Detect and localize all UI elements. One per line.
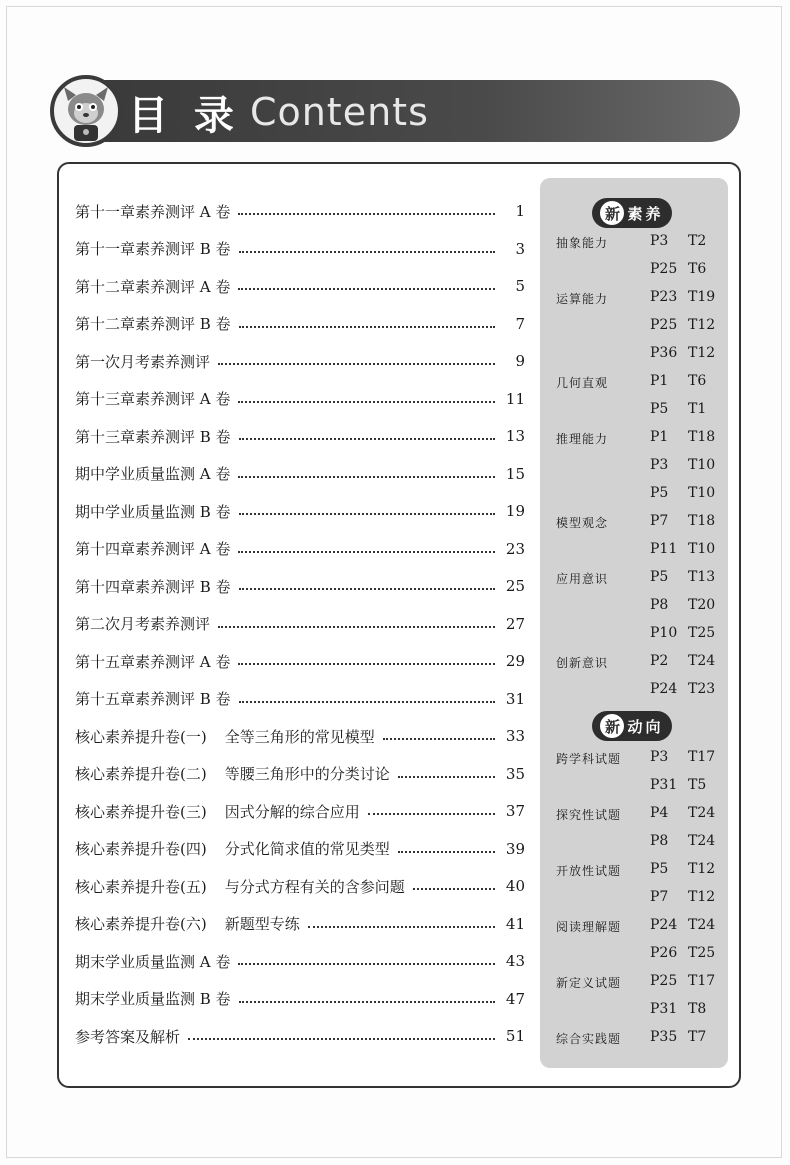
feature-page-ref: P25 bbox=[650, 317, 678, 333]
feature-page-ref: P7 bbox=[650, 889, 669, 905]
feature-row bbox=[556, 913, 726, 941]
feature-row bbox=[556, 885, 726, 913]
feature-question-ref: T10 bbox=[688, 457, 716, 473]
feature-page-ref: P5 bbox=[650, 485, 669, 501]
toc-entry-title: 第十五章素养测评 A 卷 bbox=[75, 652, 231, 671]
feature-category: 综合实践题 bbox=[556, 1032, 622, 1046]
feature-page-ref: P3 bbox=[650, 233, 669, 249]
toc-entry-title: 第十二章素养测评 A 卷 bbox=[75, 277, 231, 296]
toc-entry-page: 39 bbox=[505, 839, 525, 858]
toc-entry-page: 47 bbox=[505, 989, 525, 1008]
feature-row bbox=[556, 229, 726, 257]
toc-entry-title: 第十一章素养测评 B 卷 bbox=[75, 240, 231, 258]
toc-entry-page: 29 bbox=[505, 652, 525, 670]
feature-category: 几何直观 bbox=[556, 376, 609, 390]
feature-page-ref: P35 bbox=[650, 1029, 678, 1045]
toc-entry-page: 37 bbox=[505, 802, 525, 820]
feature-category: 抽象能力 bbox=[556, 236, 609, 250]
toc-entry-page: 25 bbox=[505, 577, 525, 595]
feature-page-ref: P31 bbox=[650, 1001, 678, 1017]
feature-question-ref: T6 bbox=[688, 373, 707, 389]
feature-page-ref: P7 bbox=[650, 513, 669, 529]
feature-question-ref: T20 bbox=[688, 597, 716, 613]
toc-entry-title: 期末学业质量监测 A 卷 bbox=[75, 952, 231, 971]
feature-question-ref: T25 bbox=[688, 945, 716, 961]
feature-category: 阅读理解题 bbox=[556, 920, 622, 934]
toc-entry-page: 23 bbox=[505, 539, 525, 558]
dot-leader bbox=[398, 851, 495, 853]
toc-entry[interactable] bbox=[75, 684, 525, 714]
feature-row bbox=[556, 997, 726, 1025]
toc-entry-title: 核心素养提升卷(五) bbox=[75, 877, 207, 896]
dot-leader bbox=[239, 438, 495, 440]
toc-entry[interactable] bbox=[75, 571, 525, 601]
feature-category: 开放性试题 bbox=[556, 864, 622, 878]
dot-leader bbox=[238, 288, 495, 290]
feature-row bbox=[556, 369, 726, 397]
badge-label: 素养 bbox=[627, 204, 664, 223]
toc-entry-subtitle: 与分式方程有关的含参问题 bbox=[224, 877, 405, 896]
feature-category: 模型观念 bbox=[556, 516, 609, 530]
toc-entry-page: 35 bbox=[505, 764, 525, 783]
toc-entry[interactable] bbox=[75, 946, 525, 976]
toc-entry-subtitle: 全等三角形的常见模型 bbox=[224, 727, 375, 746]
feature-row bbox=[556, 397, 726, 425]
toc-entry-subtitle: 因式分解的综合应用 bbox=[224, 802, 360, 821]
toc-entry[interactable] bbox=[75, 309, 525, 339]
toc-entry-page: 3 bbox=[515, 239, 525, 258]
toc-entry-title: 参考答案及解析 bbox=[75, 1027, 181, 1046]
toc-entry[interactable] bbox=[75, 609, 525, 639]
feature-question-ref: T10 bbox=[688, 541, 716, 557]
feature-category: 运算能力 bbox=[556, 292, 609, 306]
feature-row bbox=[556, 677, 726, 705]
feature-question-ref: T12 bbox=[688, 861, 716, 877]
dot-leader bbox=[218, 626, 495, 628]
toc-entry[interactable] bbox=[75, 759, 525, 789]
feature-question-ref: T2 bbox=[688, 233, 707, 249]
feature-question-ref: T13 bbox=[688, 569, 716, 585]
toc-entry-title: 核心素养提升卷(二) bbox=[75, 765, 207, 783]
toc-entry-page: 1 bbox=[515, 202, 525, 220]
title-chinese: 目 录 bbox=[128, 92, 240, 139]
toc-entry-title: 第一次月考素养测评 bbox=[75, 352, 211, 371]
toc-entry-page: 33 bbox=[505, 727, 525, 745]
feature-row bbox=[556, 509, 726, 537]
toc-entry[interactable] bbox=[75, 534, 525, 564]
dot-leader bbox=[398, 776, 495, 778]
feature-question-ref: T24 bbox=[688, 653, 716, 669]
dot-leader bbox=[238, 963, 495, 965]
feature-page-ref: P1 bbox=[650, 429, 669, 445]
toc-entry-title: 期中学业质量监测 B 卷 bbox=[75, 502, 231, 521]
toc-entry[interactable] bbox=[75, 271, 525, 301]
badge-new-trends bbox=[592, 711, 672, 741]
toc-entry[interactable] bbox=[75, 984, 525, 1014]
toc-entry-page: 9 bbox=[515, 352, 525, 370]
toc-entry[interactable] bbox=[75, 234, 525, 264]
feature-page-ref: P5 bbox=[650, 569, 669, 585]
page-title bbox=[128, 84, 429, 140]
dot-leader bbox=[238, 476, 495, 478]
feature-page-ref: P24 bbox=[650, 917, 678, 933]
toc-entry-title: 核心素养提升卷(四) bbox=[75, 840, 207, 858]
toc-entry-page: 19 bbox=[505, 502, 525, 520]
feature-page-ref: P24 bbox=[650, 681, 678, 697]
feature-page-ref: P3 bbox=[650, 749, 669, 765]
toc-entry-page: 5 bbox=[515, 277, 525, 295]
feature-question-ref: T6 bbox=[688, 261, 707, 277]
dot-leader bbox=[239, 326, 495, 328]
toc-entry[interactable] bbox=[75, 459, 525, 489]
feature-page-ref: P8 bbox=[650, 833, 669, 849]
feature-question-ref: T24 bbox=[688, 805, 716, 821]
feature-question-ref: T18 bbox=[688, 429, 716, 445]
toc-entry[interactable] bbox=[75, 909, 525, 939]
dot-leader bbox=[238, 401, 495, 403]
feature-page-ref: P5 bbox=[650, 401, 669, 417]
toc-entry-title: 第十一章素养测评 A 卷 bbox=[75, 202, 231, 221]
feature-category: 新定义试题 bbox=[556, 976, 622, 990]
feature-category: 推理能力 bbox=[556, 432, 609, 446]
feature-row bbox=[556, 649, 726, 677]
dot-leader bbox=[239, 513, 495, 515]
feature-row bbox=[556, 593, 726, 621]
feature-category: 探究性试题 bbox=[556, 808, 622, 822]
toc-entry[interactable] bbox=[75, 346, 525, 376]
feature-row bbox=[556, 829, 726, 857]
toc-entry-page: 7 bbox=[515, 314, 525, 333]
feature-question-ref: T12 bbox=[688, 317, 716, 333]
toc-entry-page: 31 bbox=[505, 689, 525, 708]
toc-entry-title: 核心素养提升卷(一) bbox=[75, 727, 207, 746]
feature-page-ref: P10 bbox=[650, 625, 678, 641]
feature-question-ref: T17 bbox=[688, 973, 716, 989]
toc-entry-title: 第十二章素养测评 B 卷 bbox=[75, 315, 231, 333]
toc-entry-title: 核心素养提升卷(三) bbox=[75, 802, 207, 821]
toc-entry-title: 第十四章素养测评 A 卷 bbox=[75, 540, 231, 558]
feature-page-ref: P1 bbox=[650, 373, 669, 389]
badge-label: 动向 bbox=[627, 717, 664, 736]
dot-leader bbox=[238, 663, 495, 665]
toc-entry-title: 期末学业质量监测 B 卷 bbox=[75, 990, 231, 1008]
feature-page-ref: P31 bbox=[650, 777, 678, 793]
toc-entry-page: 41 bbox=[505, 914, 525, 933]
feature-row bbox=[556, 1025, 726, 1053]
toc-entry-title: 核心素养提升卷(六) bbox=[75, 915, 207, 933]
toc-entry-title: 第二次月考素养测评 bbox=[75, 615, 211, 633]
feature-category: 应用意识 bbox=[556, 572, 609, 586]
toc-entry[interactable] bbox=[75, 384, 525, 414]
feature-row bbox=[556, 745, 726, 773]
feature-question-ref: T5 bbox=[688, 777, 707, 793]
dot-leader bbox=[239, 588, 495, 590]
toc-entry[interactable] bbox=[75, 1021, 525, 1051]
feature-page-ref: P26 bbox=[650, 945, 678, 961]
mascot-icon bbox=[54, 79, 118, 143]
feature-row bbox=[556, 341, 726, 369]
feature-row bbox=[556, 285, 726, 313]
feature-row bbox=[556, 969, 726, 997]
feature-row bbox=[556, 801, 726, 829]
feature-question-ref: T8 bbox=[688, 1001, 707, 1017]
toc-entry-page: 13 bbox=[505, 427, 525, 445]
toc-entry-title: 第十五章素养测评 B 卷 bbox=[75, 690, 231, 708]
feature-page-ref: P25 bbox=[650, 261, 678, 277]
feature-row bbox=[556, 773, 726, 801]
badge-new-literacy bbox=[592, 198, 672, 228]
toc-entry-page: 15 bbox=[505, 464, 525, 483]
feature-row bbox=[556, 257, 726, 285]
feature-question-ref: T17 bbox=[688, 749, 716, 765]
feature-page-ref: P25 bbox=[650, 973, 678, 989]
feature-page-ref: P11 bbox=[650, 541, 678, 557]
toc-entry-title: 第十三章素养测评 B 卷 bbox=[75, 427, 231, 446]
dot-leader bbox=[308, 926, 495, 928]
dot-leader bbox=[368, 813, 495, 815]
feature-row bbox=[556, 453, 726, 481]
feature-row bbox=[556, 425, 726, 453]
feature-question-ref: T19 bbox=[688, 289, 716, 305]
feature-question-ref: T1 bbox=[688, 401, 707, 417]
toc-entry[interactable] bbox=[75, 196, 525, 226]
badge-circle-char: 新 bbox=[600, 201, 624, 225]
feature-question-ref: T12 bbox=[688, 889, 716, 905]
title-english: Contents bbox=[249, 90, 429, 134]
dot-leader bbox=[239, 251, 495, 253]
toc-entry[interactable] bbox=[75, 871, 525, 901]
feature-question-ref: T7 bbox=[688, 1029, 707, 1045]
mascot-badge bbox=[50, 75, 122, 147]
feature-page-ref: P4 bbox=[650, 805, 669, 821]
feature-row bbox=[556, 857, 726, 885]
toc-entry[interactable] bbox=[75, 646, 525, 676]
toc-entry-title: 期中学业质量监测 A 卷 bbox=[75, 465, 231, 483]
dot-leader bbox=[238, 551, 495, 553]
feature-page-ref: P8 bbox=[650, 597, 669, 613]
toc-entry-subtitle: 新题型专练 bbox=[224, 915, 300, 933]
feature-category: 创新意识 bbox=[556, 656, 609, 670]
feature-question-ref: T10 bbox=[688, 485, 716, 501]
feature-page-ref: P5 bbox=[650, 861, 669, 877]
feature-page-ref: P2 bbox=[650, 653, 669, 669]
feature-page-ref: P36 bbox=[650, 345, 678, 361]
dot-leader bbox=[218, 363, 495, 365]
dot-leader bbox=[188, 1038, 495, 1040]
toc-entry[interactable] bbox=[75, 834, 525, 864]
dot-leader bbox=[239, 1001, 495, 1003]
toc-entry-page: 40 bbox=[505, 877, 525, 895]
toc-entry-title: 第十四章素养测评 B 卷 bbox=[75, 577, 231, 596]
toc-entry-title: 第十三章素养测评 A 卷 bbox=[75, 390, 231, 408]
toc-entry[interactable] bbox=[75, 496, 525, 526]
toc-entry[interactable] bbox=[75, 796, 525, 826]
feature-question-ref: T25 bbox=[688, 625, 716, 641]
feature-question-ref: T23 bbox=[688, 681, 716, 697]
toc-entry-page: 11 bbox=[505, 389, 525, 408]
feature-question-ref: T24 bbox=[688, 833, 716, 849]
feature-row bbox=[556, 941, 726, 969]
toc-entry-page: 43 bbox=[505, 952, 525, 970]
feature-question-ref: T18 bbox=[688, 513, 716, 529]
feature-row bbox=[556, 313, 726, 341]
toc-entry[interactable] bbox=[75, 421, 525, 451]
toc-entry-page: 27 bbox=[505, 614, 525, 633]
toc-entry[interactable] bbox=[75, 721, 525, 751]
toc-entry-page: 51 bbox=[505, 1027, 525, 1045]
feature-row bbox=[556, 537, 726, 565]
feature-page-ref: P3 bbox=[650, 457, 669, 473]
dot-leader bbox=[383, 738, 495, 740]
toc-entry-subtitle: 等腰三角形中的分类讨论 bbox=[224, 765, 390, 783]
feature-page-ref: P23 bbox=[650, 289, 678, 305]
feature-row bbox=[556, 481, 726, 509]
feature-question-ref: T12 bbox=[688, 345, 716, 361]
dot-leader bbox=[238, 213, 495, 215]
feature-row bbox=[556, 621, 726, 649]
dot-leader bbox=[239, 701, 495, 703]
feature-row bbox=[556, 565, 726, 593]
toc-entry-subtitle: 分式化简求值的常见类型 bbox=[224, 840, 390, 858]
dot-leader bbox=[413, 888, 495, 890]
badge-circle-char: 新 bbox=[600, 714, 624, 738]
feature-category: 跨学科试题 bbox=[556, 752, 622, 766]
feature-question-ref: T24 bbox=[688, 917, 716, 933]
